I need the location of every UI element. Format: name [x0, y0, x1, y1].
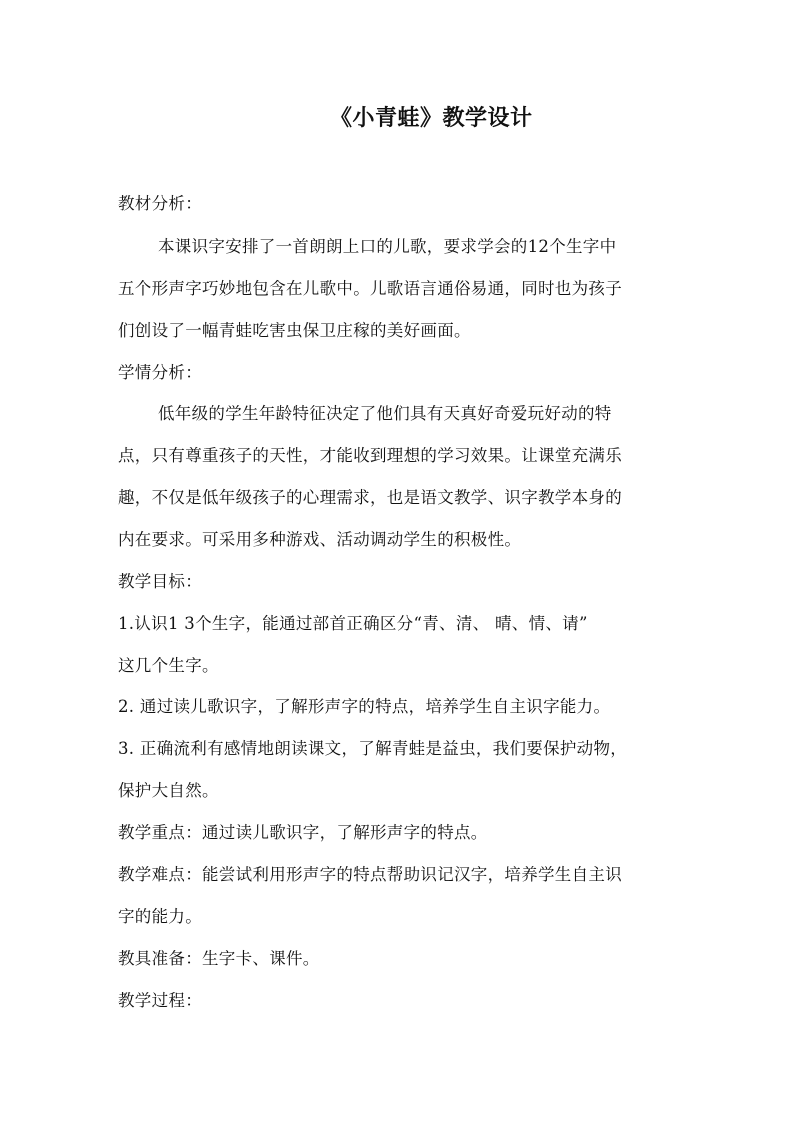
goal-item-1-continued: 这几个生字。: [118, 656, 219, 675]
document-title: 《小青蛙》教学设计: [330, 105, 533, 131]
section-heading-student-analysis: 学情分析：: [118, 363, 202, 382]
section-heading-teaching-goals: 教学目标：: [118, 572, 202, 591]
paragraph-line: 趣，不仅是低年级孩子的心理需求，也是语文教学、识字教学本身的: [118, 488, 622, 507]
paragraph-line: 们创设了一幅青蛙吃害虫保卫庄稼的美好画面。: [118, 321, 471, 340]
teaching-difficulty: 教学难点：能尝试利用形声字的特点帮助识记汉字，培养学生自主识: [118, 865, 622, 884]
paragraph-line: 点，只有尊重孩子的天性，才能收到理想的学习效果。让课堂充满乐: [118, 446, 622, 465]
teaching-materials: 教具准备：生字卡、课件。: [118, 949, 320, 968]
paragraph-line: 低年级的学生年龄特征决定了他们具有天真好奇爱玩好动的特: [158, 404, 612, 423]
teaching-difficulty-continued: 字的能力。: [118, 907, 202, 926]
paragraph-line: 内在要求。可采用多种游戏、活动调动学生的积极性。: [118, 530, 522, 549]
goal-item-1: 1.认识1 3个生字，能通过部首正确区分“青、清、 晴、情、请”: [118, 614, 588, 633]
paragraph-line: 本课识字安排了一首朗朗上口的儿歌，要求学会的12个生字中: [158, 237, 617, 256]
paragraph-line: 五个形声字巧妙地包含在儿歌中。儿歌语言通俗易通，同时也为孩子: [118, 279, 622, 298]
goal-item-3-continued: 保护大自然。: [118, 781, 219, 800]
goal-item-2: 2. 通过读儿歌识字，了解形声字的特点，培养学生自主识字能力。: [118, 697, 611, 716]
goal-item-3: 3. 正确流利有感情地朗读课文，了解青蛙是益虫，我们要保护动物，: [118, 739, 628, 758]
section-heading-material-analysis: 教材分析：: [118, 194, 202, 213]
teaching-focus: 教学重点：通过读儿歌识字，了解形声字的特点。: [118, 823, 488, 842]
section-heading-teaching-process: 教学过程：: [118, 991, 202, 1010]
